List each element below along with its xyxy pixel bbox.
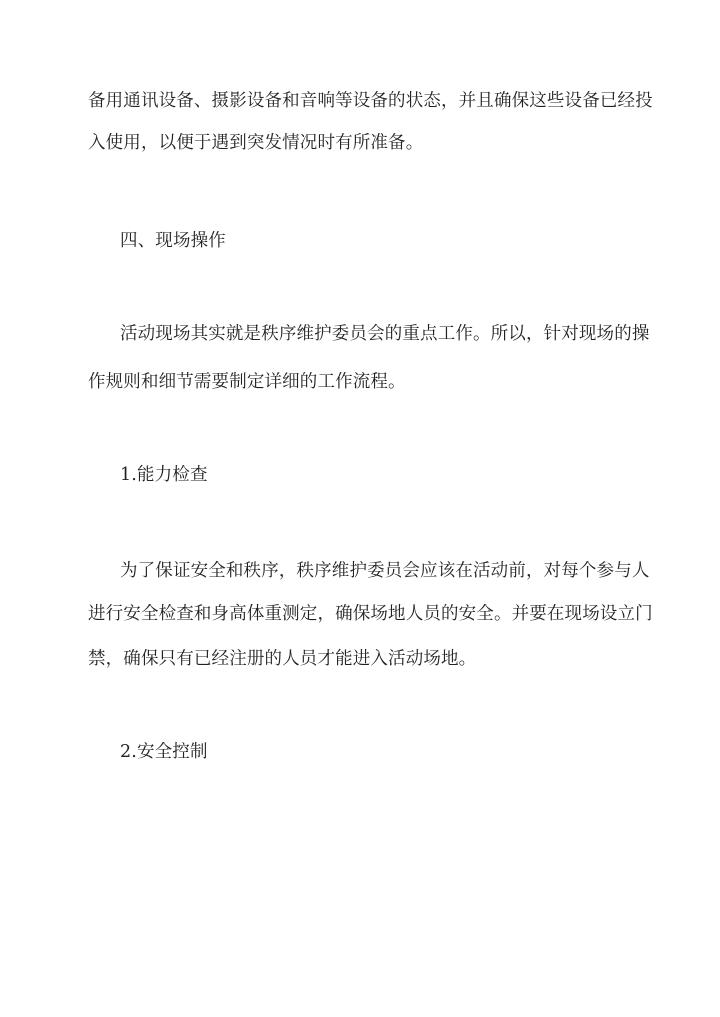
- paragraph-line: 进行安全检查和身高体重测定，确保场地人员的安全。并要在现场设立门: [88, 604, 653, 624]
- paragraph-line: 作规则和细节需要制定详细的工作流程。: [88, 372, 406, 392]
- section-heading: 四、现场操作: [120, 231, 226, 251]
- paragraph-line: 为了保证安全和秩序，秩序维护委员会应该在活动前，对每个参与人: [120, 561, 650, 581]
- paragraph-line: 禁，确保只有已经注册的人员才能进入活动场地。: [88, 649, 477, 669]
- paragraph-line: 活动现场其实就是秩序维护委员会的重点工作。所以，针对现场的操: [120, 324, 650, 344]
- subsection-heading: 2.安全控制: [120, 742, 208, 762]
- paragraph-line: 入使用，以便于遇到突发情况时有所准备。: [88, 133, 424, 153]
- paragraph-line: 备用通讯设备、摄影设备和音响等设备的状态，并且确保这些设备已经投: [88, 91, 653, 111]
- subsection-heading: 1.能力检查: [120, 465, 208, 485]
